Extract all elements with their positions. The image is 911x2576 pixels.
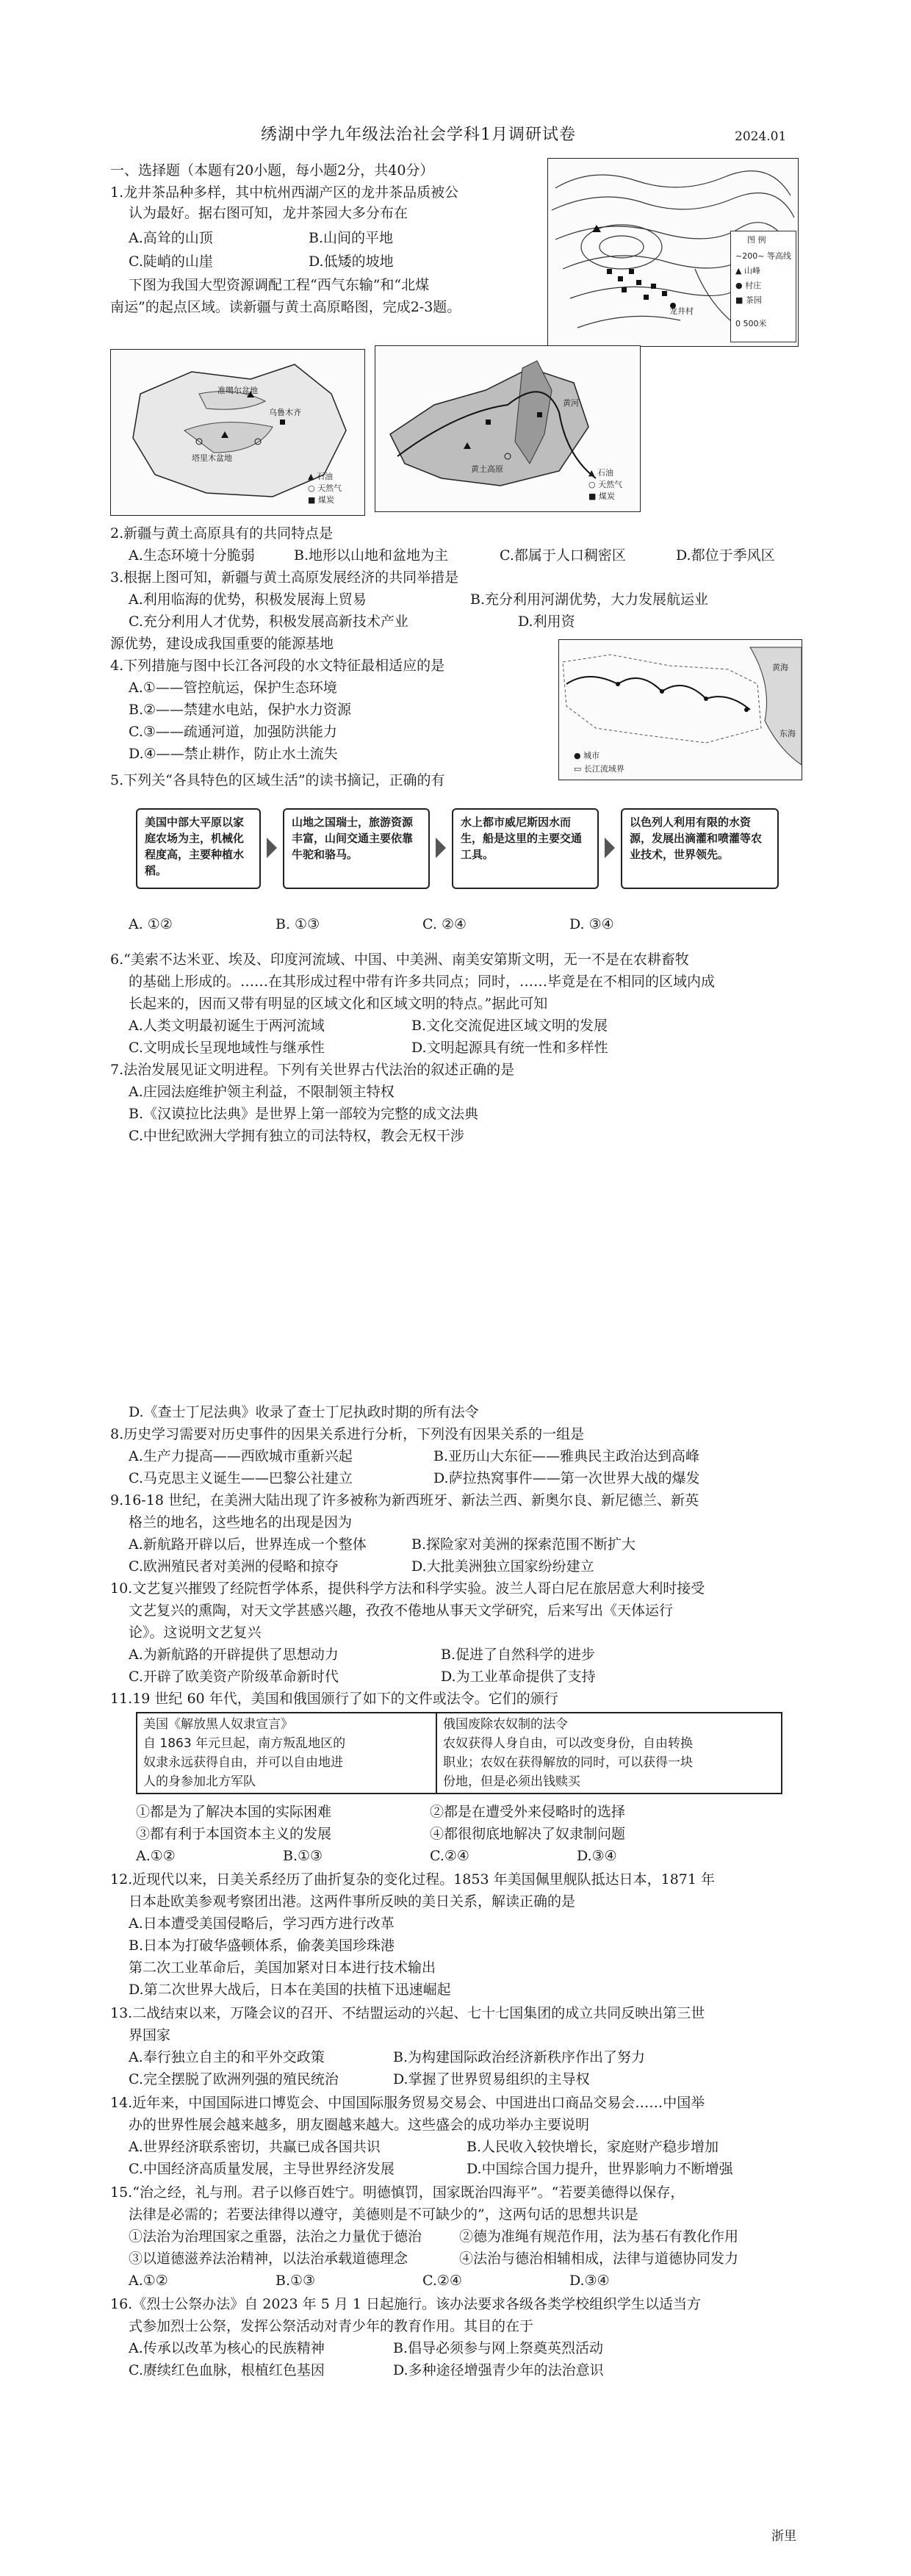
map2-label: 准噶尔盆地	[217, 386, 258, 395]
q15-option-b: B.①③	[276, 2273, 316, 2289]
note-card-3: 水上都市威尼斯因水而生，船是这里的主要交通工具。	[452, 808, 599, 889]
map-legend	[730, 231, 796, 342]
q12-line-1: 12.近现代以来，日美关系经历了曲折复杂的变化过程。1853 年美国佩里舰队抵达日本，1871 年	[110, 1871, 716, 1888]
q12-option-d: D.第二次世界大战后，日本在美国的扶植下迅速崛起	[129, 1982, 451, 1998]
q11-option-b: B.①③	[283, 1848, 323, 1864]
q15-option-a: A.①②	[129, 2273, 168, 2289]
q10-option-c: C.开辟了欧美资产阶级革命新时代	[129, 1669, 339, 1685]
section-title: 一、选择题（本题有20小题，每小题2分，共40分）	[110, 162, 434, 179]
q8-option-c: C.马克思主义诞生——巴黎公社建立	[129, 1470, 353, 1486]
q2-option-a: A.生态环境十分脆弱	[129, 547, 255, 564]
q1-option-c: C.陡峭的山崖	[129, 253, 213, 270]
xinjiang-map	[110, 349, 365, 516]
q6-option-b: B.文化交流促进区域文明的发展	[411, 1018, 608, 1034]
q1-option-a: A.高耸的山顶	[129, 230, 213, 246]
us-edict-line: 自 1863 年元旦起，南方叛乱地区的	[143, 1736, 346, 1751]
legend-item: ● 村庄	[735, 281, 762, 290]
map2-label: 塔里木盆地	[192, 453, 232, 463]
q13-line-2: 界国家	[129, 2027, 171, 2043]
q6-line-3: 长起来的，因而又带有明显的区域文化和区域文明的特点。”据此可知	[129, 996, 548, 1012]
q7-option-b: B.《汉谟拉比法典》是世界上第一部较为完整的成文法典	[129, 1106, 479, 1122]
q1-stem-1: 1.龙井茶品种多样，其中杭州西湖产区的龙井茶品质被公	[110, 184, 459, 201]
q8-option-a: A.生产力提高——西欧城市重新兴起	[129, 1448, 353, 1464]
q10-option-a: A.为新航路的开辟提供了思想动力	[129, 1647, 339, 1663]
q6-option-c: C.文明成长呈现地域性与继承性	[129, 1040, 325, 1056]
q11-statement-2: ②都是在遭受外来侵略时的选择	[430, 1804, 626, 1820]
map2-legend: ○ 天然气	[308, 483, 342, 493]
map2-legend: ■ 煤炭	[308, 495, 334, 505]
legend-item: ~200~ 等高线	[735, 251, 791, 261]
q4-option-b: B.②——禁建水电站，保护水力资源	[129, 702, 352, 718]
q14-line-1: 14.近年来，中国国际进口博览会、中国国际服务贸易交易会、中国进出口商品交易会……中国举	[110, 2095, 705, 2111]
arrow-icon	[436, 838, 446, 858]
q10-line-1: 10.文艺复兴摧毁了经院哲学体系，提供科学方法和科学实验。波兰人哥白尼在旅居意大利时接受	[110, 1580, 705, 1597]
loess-plateau-map	[375, 345, 641, 512]
q13-option-d: D.掌握了世界贸易组织的主导权	[393, 2071, 590, 2087]
q15-statement-3: ③以道德滋养法治精神，以法治承载道德理念	[129, 2251, 408, 2267]
q1-option-b: B.山间的平地	[309, 230, 394, 246]
note-card-1: 美国中部大平原以家庭农场为主，机械化程度高，主要种植水稻。	[136, 808, 261, 889]
intro-2-3-line-1: 下图为我国大型资源调配工程“西气东输”和“北煤	[129, 277, 430, 293]
map-legend-boundary: ▭ 长江流域界	[574, 764, 624, 774]
q15-statement-2: ②德为准绳有规范作用，法为基石有教化作用	[459, 2228, 739, 2245]
map3-label: 黄土高原	[471, 464, 503, 474]
q14-option-d: D.中国综合国力提升，世界影响力不断增强	[467, 2161, 733, 2177]
map-scale: 0 500米	[735, 319, 767, 328]
q16-option-a: A.传承以改革为核心的民族精神	[129, 2340, 325, 2356]
arrow-icon	[605, 838, 615, 858]
us-edict-heading: 美国《解放黑人奴隶宣言》	[143, 1717, 293, 1732]
q16-line-1: 16.《烈士公祭办法》自 2023 年 5 月 1 日起施行。该办法要求各级各类学校组织学生以适当方	[110, 2296, 701, 2312]
arrow-icon	[267, 838, 277, 858]
q14-option-b: B.人民收入较快增长，家庭财产稳步增加	[467, 2139, 719, 2155]
q2-option-b: B.地形以山地和盆地为主	[294, 547, 449, 564]
note-card-4: 以色列人利用有限的水资源，发展出滴灌和喷灌等农业技术，世界领先。	[621, 808, 779, 889]
q13-line-1: 13.二战结束以来，万隆会议的召开、不结盟运动的兴起、七十七国集团的成立共同反映出第三世	[110, 2005, 705, 2021]
reading-notes-cards	[136, 808, 782, 889]
q8-option-d: D.萨拉热窝事件——第一次世界大战的爆发	[433, 1470, 700, 1486]
q8-option-b: B.亚历山大东征——雅典民主政治达到高峰	[433, 1448, 700, 1464]
exam-title: 绣湖中学九年级法治社会学科1月调研试卷	[261, 126, 576, 144]
map2-label: 乌鲁木齐	[269, 408, 301, 417]
q3-stem: 3.根据上图可知，新疆与黄土高原发展经济的共同举措是	[110, 569, 459, 586]
q5-option-b: B. ①③	[276, 916, 320, 932]
legend-item: ▲ 山峰	[735, 266, 760, 276]
intro-2-3-line-2: 南运”的起点区域。读新疆与黄土高原略图，完成2-3题。	[110, 299, 461, 315]
q11-statement-3: ③都有利于本国资本主义的发展	[136, 1826, 332, 1842]
q13-option-c: C.完全摆脱了欧洲列强的殖民统治	[129, 2071, 339, 2087]
q7-option-c: C.中世纪欧洲大学拥有独立的司法特权，教会无权干涉	[129, 1128, 464, 1144]
q12-line-2: 日本赴欧美参观考察团出港。这两件事所反映的美日关系，解读正确的是	[129, 1893, 576, 1910]
q2-option-d: D.都位于季风区	[676, 547, 775, 564]
q10-option-d: D.为工业革命提供了支持	[441, 1669, 596, 1685]
q10-option-b: B.促进了自然科学的进步	[441, 1647, 596, 1663]
q16-option-d: D.多种途径增强青少年的法治意识	[393, 2362, 604, 2378]
q11-statement-1: ①都是为了解决本国的实际困难	[136, 1804, 332, 1820]
q1-stem-2: 认为最好。据右图可知，龙井茶园大多分布在	[129, 205, 408, 221]
sea-label: 东海	[779, 729, 796, 738]
yangtze-map	[558, 639, 802, 780]
q9-line-1: 9.16-18 世纪，在美洲大陆出现了许多被称为新西班牙、新法兰西、新奥尔良、新尼德兰、新英	[110, 1492, 699, 1508]
q4-option-c: C.③——疏通河道，加强防洪能力	[129, 724, 337, 740]
note-card-2: 山地之国瑞士，旅游资源丰富，山间交通主要依靠牛驼和骆马。	[283, 808, 430, 889]
q16-line-2: 式参加烈士公祭，发挥公祭活动对青少年的教育作用。其目的在于	[129, 2318, 534, 2334]
q11-option-a: A.①②	[136, 1848, 176, 1864]
q7-stem: 7.法治发展见证文明进程。下列有关世界古代法治的叙述正确的是	[110, 1062, 515, 1078]
map3-legend: ▲ 石油	[588, 468, 613, 478]
russia-edict-line: 份地，但是必须出钱赎买	[443, 1774, 580, 1789]
legend-item: ■ 茶园	[735, 295, 762, 305]
us-edict-line: 奴隶永远获得自由，并可以自由地进	[143, 1755, 343, 1770]
edicts-table	[136, 1712, 782, 1794]
q15-line-2: 法律是必需的；若要法律得以遵守，美德则是不可缺少的”，这两句话的思想共识是	[129, 2206, 638, 2223]
map3-legend: ○ 天然气	[588, 480, 623, 489]
q10-line-2: 文艺复兴的熏陶，对天文学甚感兴趣，孜孜不倦地从事天文学研究，后来写出《天体运行	[129, 1602, 674, 1619]
q15-line-1: 15.“治之经，礼与刑。君子以修百姓宁。明德慎罚，国家既治四海平”。“若要美德得以保存，	[110, 2184, 685, 2201]
q11-stem: 11.19 世纪 60 年代，美国和俄国颁行了如下的文件或法令。它们的颁行	[110, 1691, 558, 1707]
q8-stem: 8.历史学习需要对历史事件的因果关系进行分析，下列没有因果关系的一组是	[110, 1426, 585, 1442]
q3-option-b: B.充分利用河湖优势，大力发展航运业	[470, 591, 709, 608]
sea-label: 黄海	[772, 663, 788, 672]
q13-option-a: A.奉行独立自主的和平外交政策	[129, 2049, 325, 2065]
q15-option-c: C.②④	[422, 2273, 462, 2289]
us-edict-cell	[137, 1713, 436, 1794]
q6-option-d: D.文明起源具有统一性和多样性	[411, 1040, 608, 1056]
footer-mark: 浙里	[771, 2529, 796, 2544]
us-edict-line: 人的身参加北方军队	[143, 1774, 256, 1789]
q4-option-a: A.①——管控航运，保护生态环境	[129, 680, 337, 696]
russia-edict-cell	[436, 1713, 782, 1794]
russia-edict-heading: 俄国废除农奴制的法令	[443, 1717, 568, 1732]
q2-stem: 2.新疆与黄土高原具有的共同特点是	[110, 525, 334, 542]
q6-line-1: 6.“美索不达米亚、埃及、印度河流域、中国、中美洲、南美安第斯文明，无一不是在农耕畜牧	[110, 951, 689, 968]
q2-option-c: C.都属于人口稠密区	[500, 547, 626, 564]
map-legend-city: ● 城市	[574, 751, 600, 760]
q4-stem: 4.下列措施与图中长江各河段的水文特征最相适应的是	[110, 658, 445, 674]
russia-edict-line: 职业；农奴在获得解放的同时，可以获得一块	[443, 1755, 693, 1770]
q13-option-b: B.为构建国际政治经济新秩序作出了努力	[393, 2049, 646, 2065]
q3-option-d-cont: 源优势，建设成我国重要的能源基地	[110, 636, 334, 652]
q12-option-a: A.日本遭受美国侵略后，学习西方进行改革	[129, 1915, 395, 1932]
q4-option-d: D.④——禁止耕作，防止水土流失	[129, 746, 338, 762]
q5-option-a: A. ①②	[129, 916, 173, 932]
map2-legend: ▲ 石油	[308, 472, 333, 481]
q11-statement-4: ④都很彻底地解决了奴隶制问题	[430, 1826, 626, 1842]
q9-option-c: C.欧洲殖民者对美洲的侵略和掠夺	[129, 1558, 339, 1575]
map3-label: 黄河	[563, 398, 579, 408]
q16-option-b: B.倡导必须参与网上祭奠英烈活动	[393, 2340, 604, 2356]
q11-option-c: C.②④	[430, 1848, 469, 1864]
russia-edict-line: 农奴获得人身自由，可以改变身份，自由转换	[443, 1736, 693, 1751]
exam-date: 2024.01	[735, 129, 787, 144]
q5-stem: 5.下列关“各具特色的区域生活”的读书摘记，正确的有	[110, 772, 445, 788]
q14-line-2: 办的世界性展会越来越多，朋友圈越来越大。这些盛会的成功举办主要说明	[129, 2117, 590, 2133]
q7-option-d: D.《查士丁尼法典》收录了查士丁尼执政时期的所有法令	[129, 1404, 479, 1420]
q9-line-2: 格兰的地名，这些地名的出现是因为	[129, 1514, 353, 1530]
q3-option-a: A.利用临海的优势，积极发展海上贸易	[129, 591, 367, 608]
q16-option-c: C.赓续红色血脉，根植红色基因	[129, 2362, 325, 2378]
q12-option-b: B.日本为打破华盛顿体系，偷袭美国珍珠港	[129, 1938, 395, 1954]
q3-option-d: D.利用资	[518, 614, 575, 630]
q14-option-a: A.世界经济联系密切，共赢已成各国共识	[129, 2139, 381, 2155]
legend-title: 图 例	[747, 235, 766, 245]
q9-option-d: D.大批美洲独立国家纷纷建立	[411, 1558, 594, 1575]
q7-option-a: A.庄园法庭维护领主利益，不限制领主特权	[129, 1084, 395, 1100]
q9-option-b: B.探险家对美洲的探索范围不断扩大	[411, 1536, 636, 1553]
q14-option-c: C.中国经济高质量发展，主导世界经济发展	[129, 2161, 395, 2177]
q6-line-2: 的基础上形成的。……在其形成过程中带有许多共同点；同时，……毕竟是在不相同的区域内成	[129, 974, 716, 990]
q15-statement-4: ④法治与德治相辅相成，法律与道德协同发力	[459, 2251, 739, 2267]
q15-statement-1: ①法治为治理国家之重器，法治之力量优于德治	[129, 2228, 422, 2245]
q1-option-d: D.低矮的坡地	[309, 253, 394, 270]
q15-option-d: D.③④	[569, 2273, 610, 2289]
longjing-contour-map	[547, 158, 799, 347]
q5-option-d: D. ③④	[569, 916, 614, 932]
q11-option-d: D.③④	[577, 1848, 617, 1864]
q3-option-c: C.充分利用人才优势，积极发展高新技术产业	[129, 614, 408, 630]
village-label: 龙井村	[669, 306, 694, 316]
q10-line-3: 论》。这说明文艺复兴	[129, 1625, 262, 1641]
map3-legend: ■ 煤炭	[588, 492, 615, 501]
q9-option-a: A.新航路开辟以后，世界连成一个整体	[129, 1536, 367, 1553]
q5-option-c: C. ②④	[422, 916, 467, 932]
q12-option-c: 第二次工业革命后，美国加紧对日本进行技术输出	[129, 1960, 436, 1976]
q6-option-a: A.人类文明最初诞生于两河流域	[129, 1018, 325, 1034]
